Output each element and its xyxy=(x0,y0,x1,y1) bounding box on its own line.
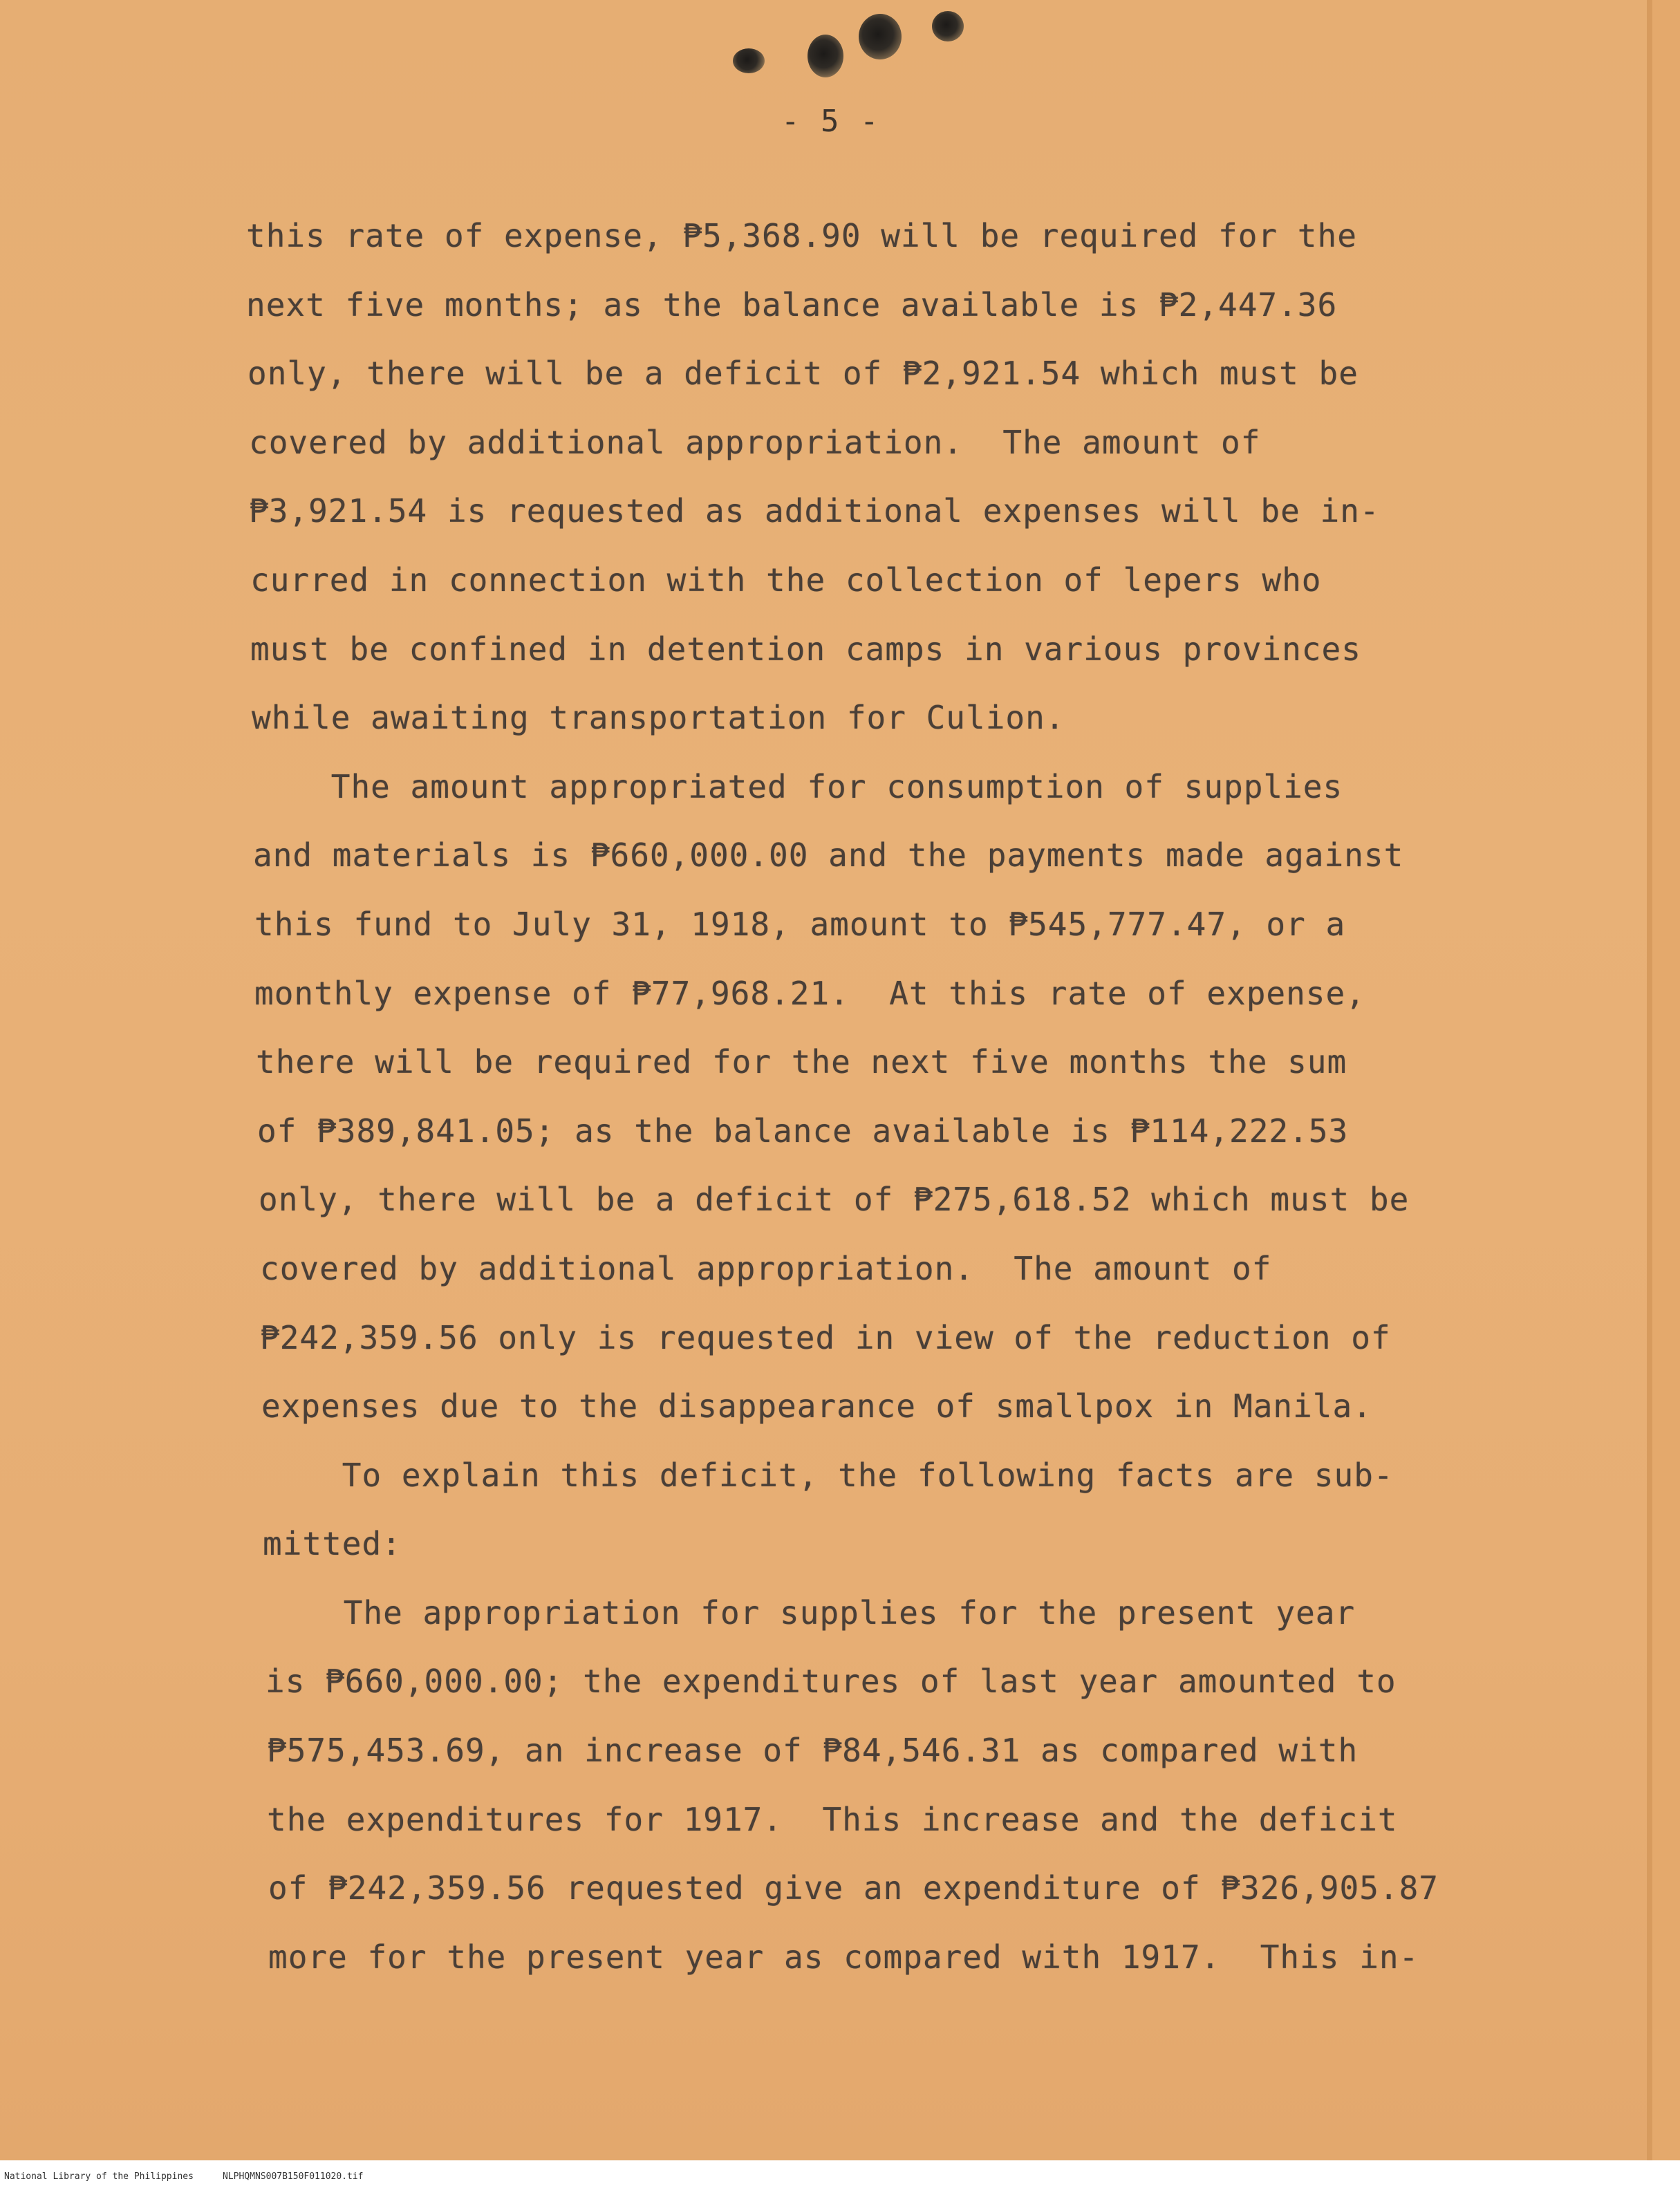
text-line: ₱242,359.56 only is requested in view of the reduction of xyxy=(260,1318,1391,1356)
text-line: the expenditures for 1917. This increase and the deficit xyxy=(267,1800,1398,1838)
text-line: this rate of expense, ₱5,368.90 will be required for the xyxy=(246,217,1357,254)
punch-hole-4 xyxy=(932,11,964,41)
text-line: of ₱389,841.05; as the balance available is ₱114,222.53 xyxy=(257,1112,1349,1150)
punch-hole-2 xyxy=(808,35,843,77)
page-number: - 5 - xyxy=(781,104,880,139)
text-line: mitted: xyxy=(263,1525,402,1563)
text-line: ₱3,921.54 is requested as additional expenses will be in- xyxy=(249,492,1380,530)
text-line: must be confined in detention camps in various provinces xyxy=(250,630,1361,668)
scan-file-id: NLPHQMNS007B150F011020.tif xyxy=(223,2171,364,2182)
text-line: ₱575,453.69, an increase of ₱84,546.31 as compared with xyxy=(267,1732,1359,1770)
text-line: only, there will be a deficit of ₱275,618.52 which must be xyxy=(259,1181,1410,1219)
text-line: of ₱242,359.56 requested give an expenditure of ₱326,905.87 xyxy=(268,1869,1439,1907)
text-line: is ₱660,000.00; the expenditures of last year amounted to xyxy=(265,1663,1397,1701)
text-line: curred in connection with the collection of lepers who xyxy=(250,561,1322,599)
text-line: next five months; as the balance available is ₱2,447.36 xyxy=(246,286,1338,324)
typed-body-text xyxy=(246,202,1491,1992)
text-line: The appropriation for supplies for the present year xyxy=(264,1593,1356,1631)
text-line: covered by additional appropriation. The amount of xyxy=(249,423,1261,461)
text-line: To explain this deficit, the following facts are sub- xyxy=(263,1456,1394,1494)
text-line: monthly expense of ₱77,968.21. At this rate of expense, xyxy=(254,974,1365,1012)
text-line: there will be required for the next five months the sum xyxy=(256,1043,1347,1081)
text-line: only, there will be a deficit of ₱2,921.54 which must be xyxy=(248,355,1359,393)
library-credit: National Library of the Philippines xyxy=(4,2171,194,2182)
text-line: The amount appropriated for consumption of supplies xyxy=(252,767,1343,805)
text-line: expenses due to the disappearance of smallpox in Manila. xyxy=(261,1387,1372,1425)
text-line: more for the present year as compared with 1917. This in- xyxy=(268,1938,1419,1976)
text-line: this fund to July 31, 1918, amount to ₱545,777.47, or a xyxy=(254,905,1346,943)
punch-hole-3 xyxy=(859,14,902,59)
text-line: while awaiting transportation for Culion. xyxy=(252,699,1065,737)
text-line: and materials is ₱660,000.00 and the payments made against xyxy=(253,836,1404,875)
punch-hole-1 xyxy=(733,48,765,73)
text-line: covered by additional appropriation. The amount of xyxy=(260,1249,1272,1287)
